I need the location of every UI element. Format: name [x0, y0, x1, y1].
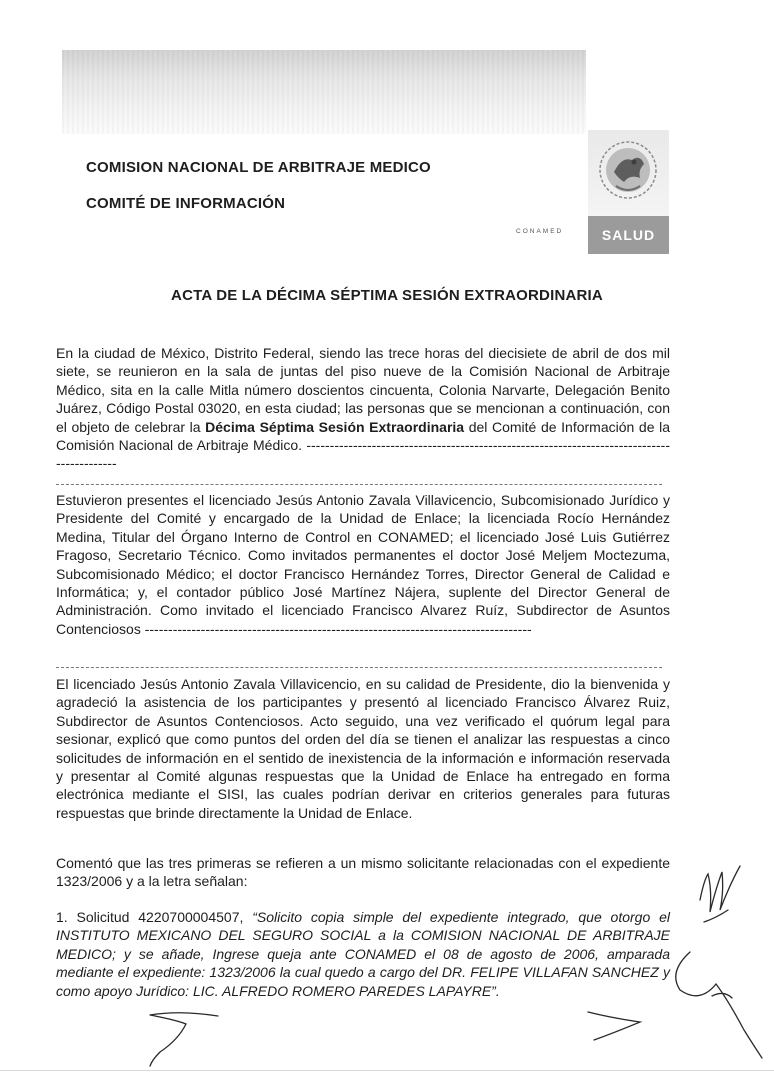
bottom-rule	[0, 1070, 774, 1071]
signature-bottom-left	[150, 1013, 218, 1066]
conamed-label: CONAMED	[516, 228, 564, 235]
paragraph-requests-intro-text: Comentó que las tres primeras se refieren a un mismo solicitante relacionadas con el expediente 1323/2006 y a la letra señalan:	[56, 855, 670, 890]
paragraph-agenda	[56, 675, 670, 822]
session-name-bold: Décima Séptima Sesión Extraordinaria	[205, 418, 465, 435]
dashed-separator	[56, 667, 662, 668]
paragraph-attendees-text: Estuvieron presentes el licenciado Jesús Antonio Zavala Villavicencio, Subcomisionado Jurídico y Presidente del Comité y encargado de la Unidad de Enlace; la licenciada Rocío Hernández Medina, Titular del Órgano Interno de Control en CONAMED; el licenciado José Luis Gutiérrez Fragoso, Secretario Técnico. Como invitados permanentes el doctor José Meljem Moctezuma, Subcomisionado Médico; el doctor Francisco Hernández Torres, Director General de Calidad e Informática; y, el contador público José Martínez Nájera, suplente del Director General de Administración. Como invitado el licenciado Francisco Alvarez Ruíz, Subdirector de Asuntos Contenciosos -----------------------------------------------------------------------------------	[56, 492, 670, 637]
coat-of-arms-panel	[588, 130, 669, 216]
paragraph-attendees	[56, 491, 670, 638]
paragraph-requests-intro	[56, 854, 670, 891]
paragraph-opening	[56, 344, 670, 473]
signature-small-stroke	[588, 1012, 640, 1040]
header-band	[62, 50, 586, 134]
paragraph-opening-text-end: del Comité de Información de la Comisión Nacional de Arbitraje Médico. -------------------------------------------------------------------------------------------	[56, 418, 670, 472]
request-item-1	[56, 908, 670, 1000]
request-number: 1. Solicitud 4220700004507,	[56, 909, 253, 925]
organization-name: COMISION NACIONAL DE ARBITRAJE MEDICO	[86, 159, 431, 176]
request-quote: “Solicito copia simple del expediente integrado, que otorgo el INSTITUTO MEXICANO DEL SEGURO SOCIAL a la COMISION NACIONAL DE ARBITRAJE MEDICO; y se añade, Ingrese queja ante CONAMED el 08 de agosto de 2006, amparada mediante el expediente: 1323/2006 la cual quedo a cargo del DR. FELIPE VILLAFAN SANCHEZ y como apoyo Jurídico: LIC. ALFREDO ROMERO PAREDES LAPAYRE”.	[56, 909, 670, 999]
document-title: ACTA DE LA DÉCIMA SÉPTIMA SESIÓN EXTRAORDINARIA	[171, 287, 603, 304]
salud-badge: SALUD	[588, 216, 669, 254]
paragraph-agenda-text: El licenciado Jesús Antonio Zavala Villavicencio, en su calidad de Presidente, dio la bienvenida y agradeció la asistencia de los participantes y presentó al licenciado Francisco Álvarez Ruiz, Subdirector de Asuntos Contenciosos. Acto seguido, una vez verificado el quórum legal para sesionar, explicó que como puntos del orden del día se tienen el analizar las respuestas a cinco solicitudes de información en el sentido de inexistencia de la información e información reservada y presentar al Comité algunas respuestas que la Unidad de Enlace ha entregado en forma electrónica mediante el SISI, las cuales podrían derivar en criterios generales para futuras respuestas que brinde directamente la Unidad de Enlace.	[56, 676, 670, 821]
signature-right-bottom	[676, 952, 762, 1058]
dashed-separator	[56, 484, 662, 485]
paragraph-opening-text: En la ciudad de México, Distrito Federal, siendo las trece horas del diecisiete de abril de dos mil siete, se reunieron en la sala de juntas del piso nueve de la Comisión Nacional de Arbitraje Médico, sita en la calle Mitla número doscientos cincuenta, Colonia Narvarte, Delegación Benito Juárez, Código Postal 03020, en esta ciudad; las personas que se mencionan a continuación, con el objeto de celebrar la	[56, 345, 670, 435]
signature-right-top	[700, 866, 740, 922]
coat-of-arms-icon	[594, 134, 663, 212]
committee-name: COMITÉ DE INFORMACIÓN	[86, 195, 286, 212]
